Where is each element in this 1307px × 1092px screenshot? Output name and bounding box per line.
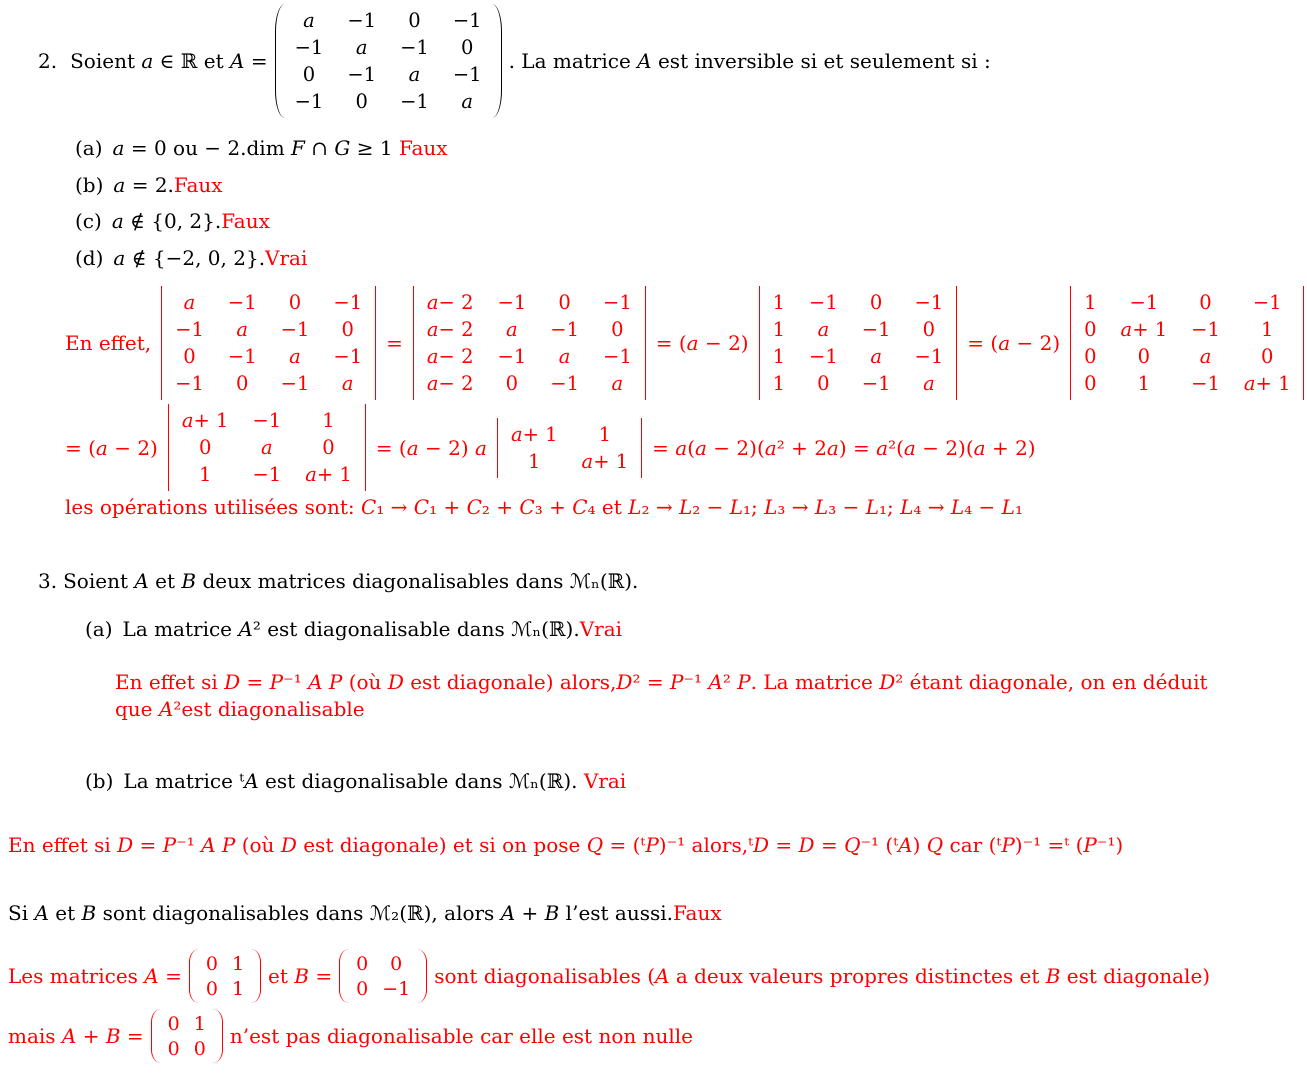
det-bar-right <box>375 286 376 400</box>
matrix-cell: −1 <box>550 318 579 341</box>
matrix-cell: a + 1 <box>1243 372 1291 395</box>
question-2-header <box>38 4 1239 118</box>
det-bar-right <box>365 404 366 491</box>
proof-line-1 <box>65 286 1291 400</box>
matrix-cell: −1 <box>175 318 204 341</box>
option-3a-label: (a) <box>85 617 113 641</box>
option-c-verdict: Faux <box>221 209 270 233</box>
matrix-cell: 0 <box>1084 345 1097 368</box>
option-a-verdict: Faux <box>392 136 448 160</box>
option-a <box>75 130 1239 167</box>
matrix-cell: a <box>923 372 935 395</box>
matrix-cell: 0 <box>355 90 368 113</box>
matrix-cell: 0 <box>1084 318 1097 341</box>
matrix-cell: a <box>289 345 301 368</box>
matrix-cell: −1 <box>809 345 838 368</box>
operations-note: les opérations utilisées sont: C₁ → C₁ + C₂ + C₃ + C₄ et L₂ → L₂ − L₁; L₃ → L₃ − L₁; L₄ → L₄ − L₁ <box>65 495 1023 519</box>
option-d <box>75 240 1239 277</box>
matrix-cell: 0 <box>356 977 369 1000</box>
matrix-cell: a + 1 <box>510 422 558 446</box>
matrix-cell: −1 <box>252 409 282 432</box>
explanation-3a: En effet si D = P⁻¹ A P (où D est diagonale) alors,D² = P⁻¹ A² P. La matrice D² étant diagonale, on en déduit que A²est diagonalisable <box>115 670 1208 721</box>
matrix-sum-example <box>151 1009 223 1063</box>
right-paren <box>251 949 261 1003</box>
option-3b-text: La matrice ᵗA est diagonalisable dans ℳₙ(ℝ). <box>123 769 584 793</box>
document-page <box>0 4 1291 1092</box>
matrix-cell: a <box>870 345 882 368</box>
matrix-cell: 0 <box>205 952 218 975</box>
matrix-cell: −1 <box>861 318 891 341</box>
matrix-cell: a − 2 <box>426 372 474 395</box>
closing-post: n’est pas diagonalisable car elle est non nulle <box>229 1024 693 1048</box>
matrix-cell: −1 <box>382 977 411 1000</box>
proof-result: = a(a − 2)(a² + 2a) = a²(a − 2)(a + 2) <box>652 435 1036 460</box>
matrix-cell: −1 <box>914 291 944 314</box>
matrix-cell: 0 <box>505 372 519 395</box>
matrix-cell: 0 <box>236 372 249 395</box>
matrix-cell: 1 <box>772 318 786 341</box>
counterexample-pre: Les matrices A = <box>8 964 182 988</box>
matrix-cell: −1 <box>400 36 429 59</box>
matrix-cell: a − 2 <box>426 291 474 314</box>
det-bar-right <box>641 418 642 478</box>
matrix-cell: −1 <box>1191 318 1220 341</box>
matrix-cell: −1 <box>1129 291 1159 314</box>
matrix-cell: a <box>303 9 315 32</box>
matrix-cell: 0 <box>1084 372 1097 395</box>
det-bar-right <box>1303 286 1304 400</box>
matrix-cell: −1 <box>280 318 310 341</box>
matrix-cell: 0 <box>817 372 830 395</box>
right-paren <box>492 4 502 118</box>
matrix-cell: −1 <box>497 291 527 314</box>
determinant-step-5 <box>165 404 369 491</box>
matrix-cell: −1 <box>550 372 579 395</box>
matrix-cell: 0 <box>922 318 936 341</box>
matrix-cell: −1 <box>1252 291 1282 314</box>
question-2-intro: Soient a ∈ ℝ et A = <box>70 49 268 73</box>
matrix-cell: 0 <box>198 436 212 459</box>
counterexample-post: sont diagonalisables (A a deux valeurs propres distinctes et B est diagonale) <box>434 964 1211 988</box>
det-bar-left <box>1070 286 1071 400</box>
matrix-cell: a <box>461 90 474 113</box>
det-bar-left <box>759 286 760 400</box>
option-b-label: (b) <box>75 172 104 197</box>
matrix-cell: −1 <box>252 463 282 486</box>
matrix-cell: −1 <box>175 372 204 395</box>
matrix-cell: a − 2 <box>426 345 474 368</box>
matrix-cell: 1 <box>772 291 786 314</box>
matrix-cell: 1 <box>772 345 786 368</box>
matrix-cell: 0 <box>611 318 624 341</box>
matrix-cell: 0 <box>205 977 218 1000</box>
option-b-verdict: Faux <box>173 172 223 197</box>
left-paren <box>275 4 285 118</box>
question-3-number: 3. <box>38 569 58 593</box>
matrix-cell: a + 1 <box>305 463 352 486</box>
statement-verdict: Faux <box>673 901 722 925</box>
counterexample-line <box>8 949 1239 1003</box>
matrix-cell: a <box>355 36 368 59</box>
matrix-A-cells <box>285 4 492 118</box>
matrix-cell: −1 <box>347 63 377 86</box>
explanation-3b: En effet si D = P⁻¹ A P (où D est diagonale) et si on pose Q = (ᵗP)⁻¹ alors,ᵗD = D = Q⁻¹ (ᵗA) Q car (ᵗP)⁻¹ =ᵗ (P⁻¹) <box>8 833 1124 857</box>
statement-text: Si A et B sont diagonalisables dans ℳ₂(ℝ), alors A + B l’est aussi. <box>8 901 674 925</box>
question-2-options <box>75 130 1239 276</box>
determinant-proof <box>65 286 1291 521</box>
option-b <box>75 167 1239 204</box>
proof-lead: En effet, <box>65 331 152 355</box>
matrix-B-example <box>339 949 427 1003</box>
question-3-header <box>38 567 1239 595</box>
matrix-cell: a <box>236 318 249 341</box>
determinant-step-6 <box>494 418 645 478</box>
matrix-cell: −1 <box>1191 372 1220 395</box>
matrix-cell: 1 <box>198 463 212 486</box>
matrix-cell: 0 <box>288 291 302 314</box>
option-3b-label: (b) <box>85 769 114 793</box>
matrix-cell: −1 <box>602 291 632 314</box>
option-c-label: (c) <box>75 209 102 233</box>
determinant-step-4 <box>1067 286 1307 400</box>
matrix-cell: a <box>183 291 196 314</box>
matrix-cell: 0 <box>356 952 369 975</box>
equals-sign: = <box>386 331 403 355</box>
matrix-cell: a <box>408 63 421 86</box>
matrix-cell: a <box>341 372 354 395</box>
matrix-A <box>275 4 502 118</box>
option-3a-text: La matrice A² est diagonalisable dans ℳₙ(ℝ). <box>122 617 580 641</box>
det-bar-left <box>161 286 162 400</box>
matrix-cell: a + 1 <box>581 449 629 473</box>
question-2-outro: . La matrice A est inversible si et seulement si : <box>508 49 991 73</box>
left-paren <box>189 949 199 1003</box>
factor-step-5: = (a − 2) a <box>375 435 487 460</box>
matrix-cell: 0 <box>390 952 403 975</box>
determinant-step-1 <box>158 286 379 400</box>
matrix-cell: −1 <box>861 372 891 395</box>
matrix-cell: −1 <box>347 9 377 32</box>
matrix-cell: 0 <box>1199 291 1212 314</box>
matrix-cell: 1 <box>528 449 541 473</box>
matrix-cell: 1 <box>1137 372 1151 395</box>
matrix-cell: 1 <box>231 952 245 975</box>
matrix-cell: −1 <box>280 372 310 395</box>
matrix-cell: 1 <box>193 1012 206 1035</box>
matrix-cell: a + 1 <box>181 409 229 432</box>
matrix-cell: −1 <box>452 9 482 32</box>
matrix-cell: −1 <box>227 291 257 314</box>
question-2-number: 2. <box>38 49 58 73</box>
question-3-intro: Soient A et B deux matrices diagonalisables dans ℳₙ(ℝ). <box>63 569 639 593</box>
matrix-cell: a <box>611 372 624 395</box>
matrix-cell: a + 1 <box>1120 318 1168 341</box>
det-bar-left <box>413 286 414 400</box>
det-bar-left <box>497 418 498 478</box>
matrix-cell: 0 <box>193 1037 206 1060</box>
option-3b <box>85 767 1239 795</box>
counterexample-mid: et B = <box>268 964 333 988</box>
matrix-cell: a − 2 <box>426 318 474 341</box>
matrix-cell: −1 <box>333 345 363 368</box>
matrix-cell: 1 <box>231 977 245 1000</box>
option-d-label: (d) <box>75 245 104 270</box>
matrix-cell: a <box>1199 345 1212 368</box>
matrix-cell: −1 <box>294 36 324 59</box>
determinant-step-3 <box>756 286 961 400</box>
matrix-cell: −1 <box>914 345 944 368</box>
matrix-cell: 0 <box>183 345 196 368</box>
matrix-cell: 0 <box>167 1012 180 1035</box>
option-3b-verdict: Vrai <box>583 769 627 793</box>
matrix-cell: −1 <box>602 345 632 368</box>
matrix-cell: −1 <box>400 90 429 113</box>
matrix-cell: 0 <box>341 318 354 341</box>
matrix-cell: 1 <box>772 372 786 395</box>
matrix-cell: 1 <box>1084 291 1097 314</box>
matrix-cell: 0 <box>461 36 474 59</box>
matrix-cell: 0 <box>322 436 335 459</box>
option-a-label: (a) <box>75 136 103 160</box>
matrix-cell: a <box>261 436 273 459</box>
matrix-cell: a <box>558 345 571 368</box>
right-paren <box>417 949 427 1003</box>
matrix-cell: a <box>506 318 518 341</box>
matrix-cell: 1 <box>1260 318 1274 341</box>
matrix-cell: −1 <box>452 63 482 86</box>
matrix-cell: 0 <box>1260 345 1274 368</box>
option-c <box>75 203 1239 240</box>
option-3a-verdict: Vrai <box>579 617 623 641</box>
option-d-verdict: Vrai <box>265 245 308 270</box>
matrix-cell: 0 <box>408 9 421 32</box>
det-bar-right <box>956 286 957 400</box>
matrix-cell: 0 <box>558 291 571 314</box>
closing-line <box>8 1009 1239 1063</box>
proof-line-2 <box>65 404 1239 491</box>
option-3a <box>85 615 1239 643</box>
matrix-A-example <box>189 949 261 1003</box>
matrix-cell: −1 <box>333 291 363 314</box>
left-paren <box>339 949 349 1003</box>
option-b-text: a = 2. <box>113 172 174 197</box>
factor-step-3: = (a − 2) <box>967 331 1061 355</box>
matrix-cell: 1 <box>598 422 612 446</box>
matrix-cell: 0 <box>302 63 316 86</box>
matrix-cell: −1 <box>809 291 838 314</box>
matrix-cell: a <box>817 318 830 341</box>
matrix-cell: −1 <box>227 345 257 368</box>
matrix-cell: 0 <box>1137 345 1151 368</box>
right-paren <box>213 1009 223 1063</box>
matrix-cell: −1 <box>294 90 324 113</box>
matrix-cell: 1 <box>322 409 335 432</box>
matrix-cell: −1 <box>497 345 527 368</box>
det-bar-left <box>168 404 169 491</box>
matrix-cell: 0 <box>167 1037 180 1060</box>
left-paren <box>151 1009 161 1063</box>
option-a-text: a = 0 ou − 2.dim F ∩ G ≥ 1 <box>112 136 393 160</box>
option-c-text: a ∉ {0, 2}. <box>111 209 222 233</box>
factor-step-2: = (a − 2) <box>655 331 749 355</box>
closing-pre: mais A + B = <box>8 1024 144 1048</box>
matrix-cell: 0 <box>869 291 883 314</box>
determinant-step-2 <box>410 286 649 400</box>
factor-step-4: = (a − 2) <box>65 435 158 460</box>
statement-sum-diagonalizable <box>8 899 1239 927</box>
det-bar-right <box>645 286 646 400</box>
option-d-text: a ∉ {−2, 0, 2}. <box>113 245 266 270</box>
